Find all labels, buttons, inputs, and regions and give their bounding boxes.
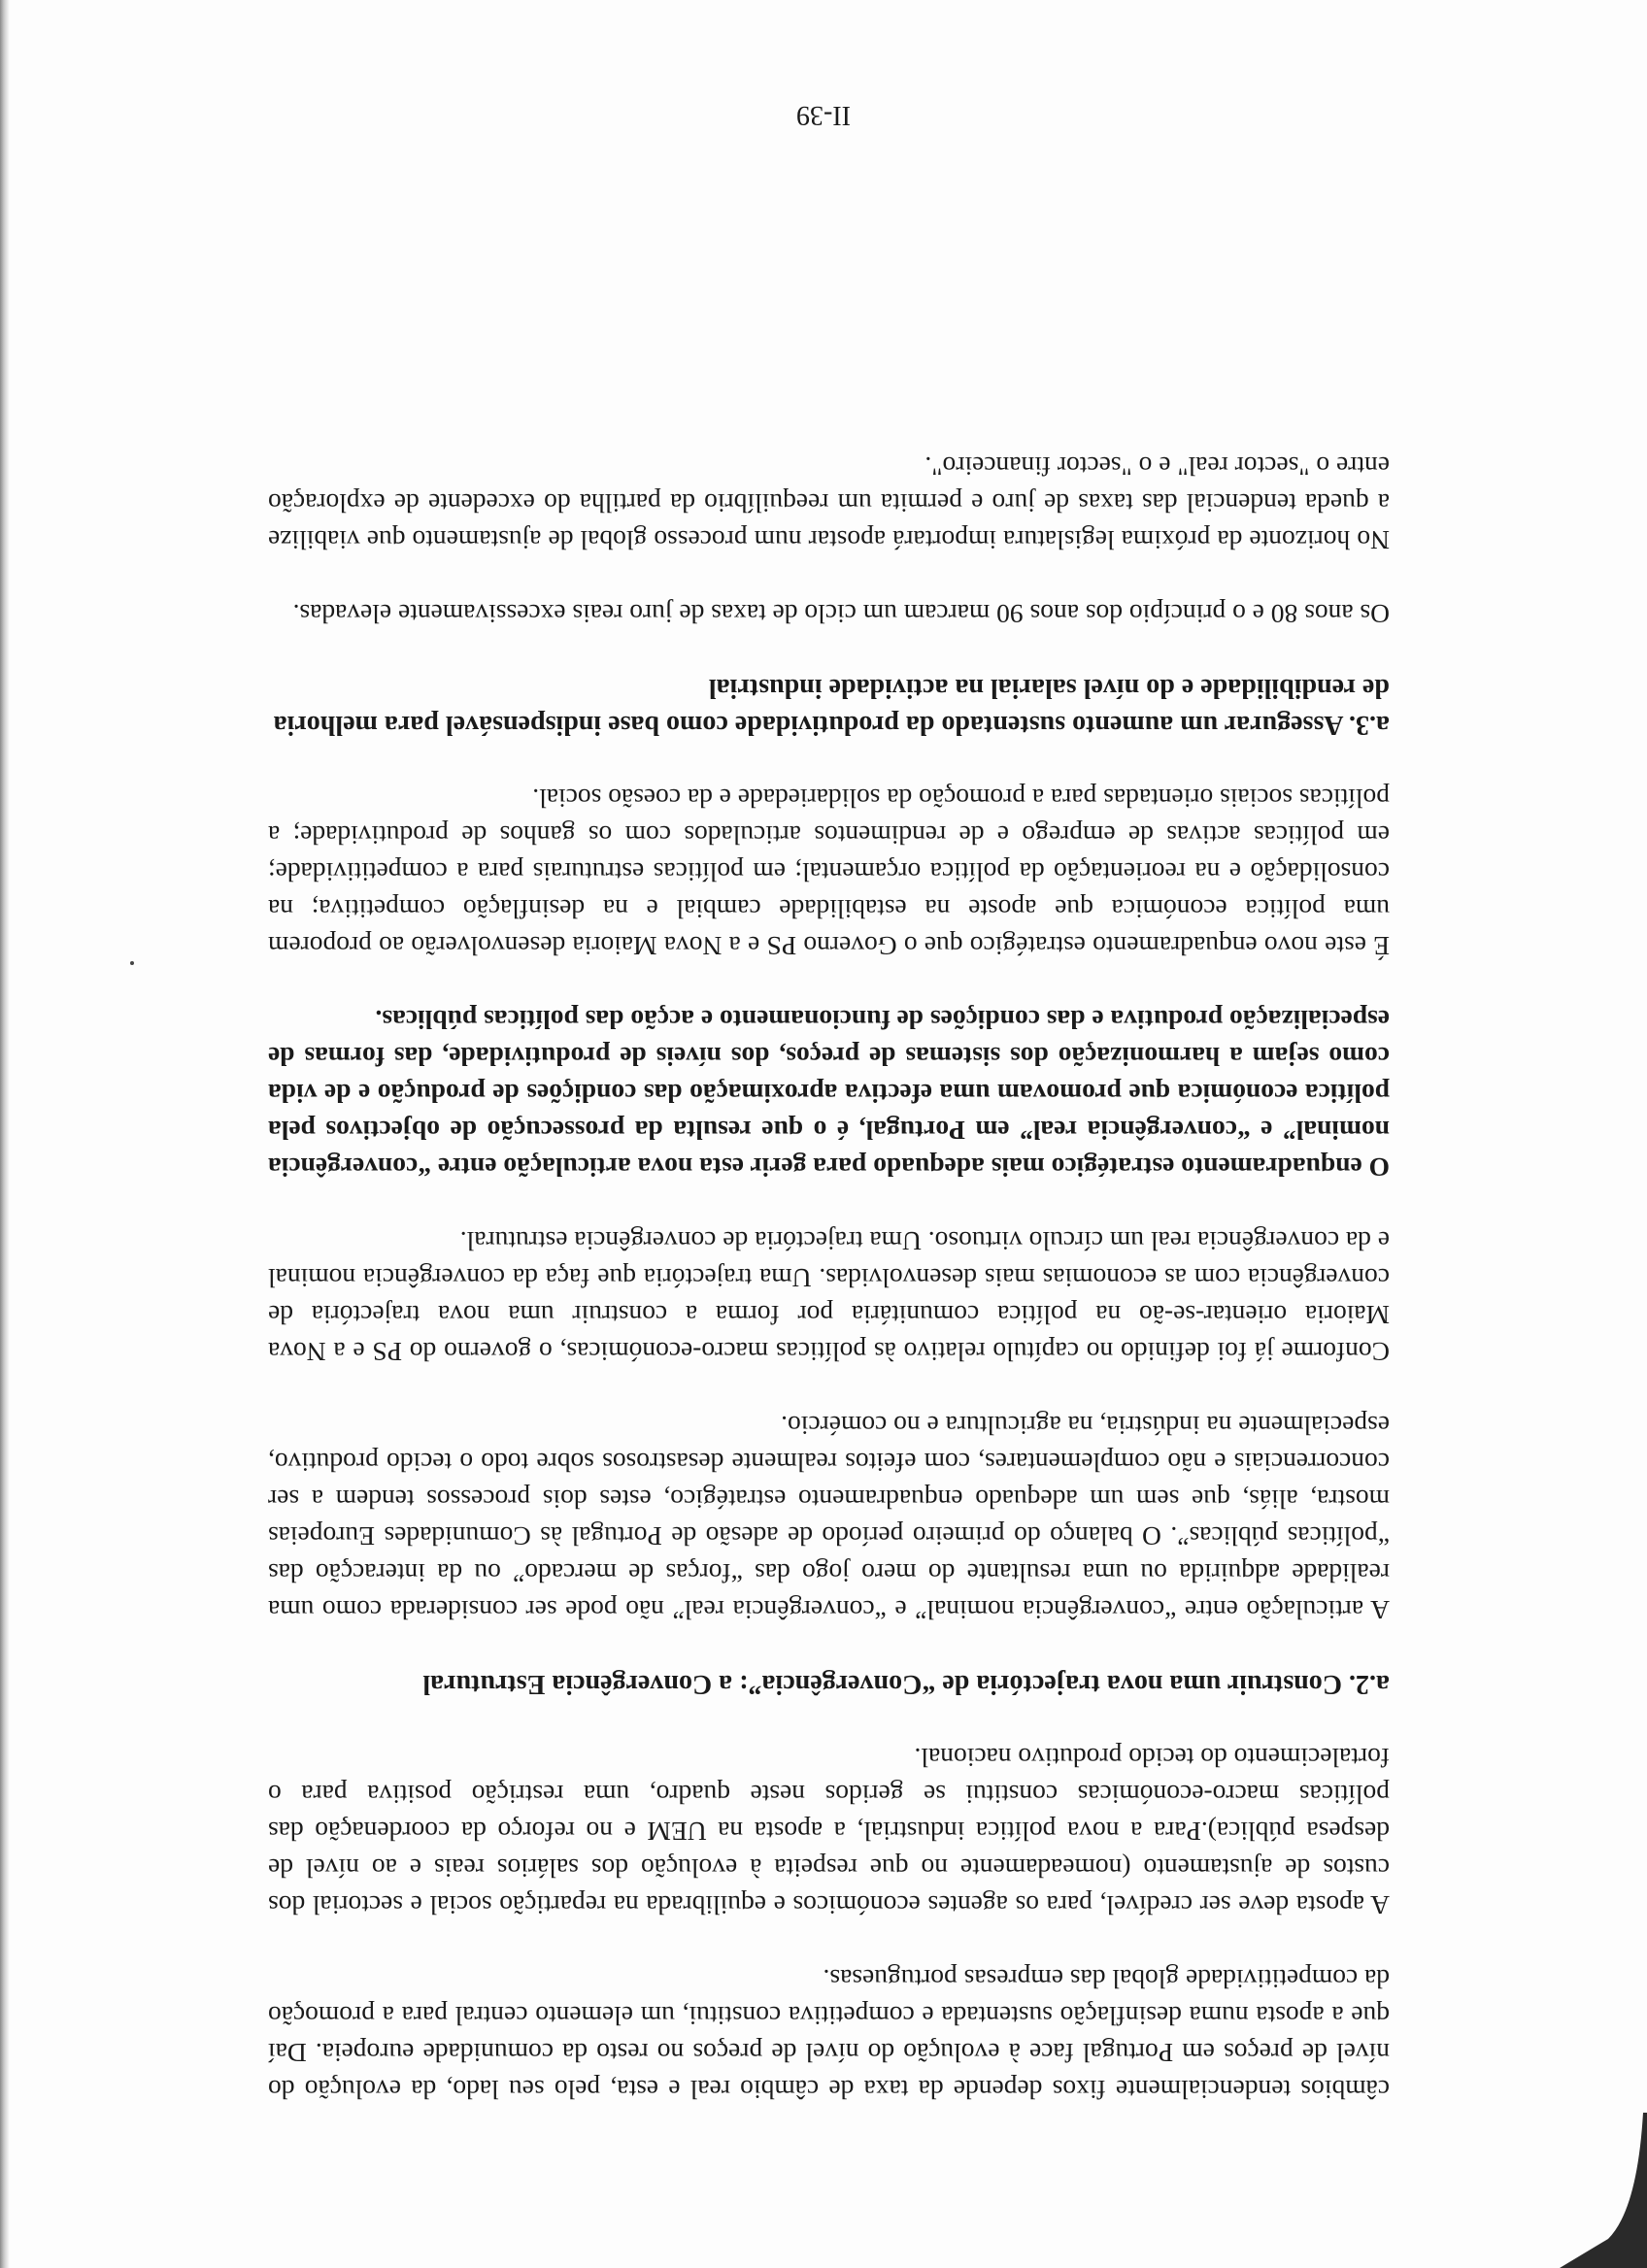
paragraph-conforme: Conforme já foi definido no capítulo relativo às políticas macro-económicas, o governo do PS e a Nova Maioria orientar-se-ão na política comunitária por forma a construir uma nova trajectória de convergência com as economias mais desenvolvidas. Uma trajectória que faça da convergência nominal e da convergência real um círculo virtuoso. Uma trajectória de convergência estrutural. [268,1226,1390,1367]
page-body [268,411,1390,2108]
section-heading-a2: a.2. Construir uma nova trajectória de “Convergência”: a Convergência Estrutural [422,1669,1390,1699]
paragraph-articulacao: A articulação entre “convergência nominal” e “convergência real” não pode ser considerada como uma realidade adquirida ou uma resultante do mero jogo das “forças de mercado” ou da interacção das “políticas públicas”. O balanço do primeiro período de adesão de Portugal às Comunidades Europeias mostra, aliás, que sem um adequado enquadramento estratégico, estes dois processos tendem a ser concorrenciais e não complementares, com efeitos realmente desastrosos sobre todo o tecido produtivo, especialmente na indústria, na agricultura e no comércio. [268,1411,1390,1625]
paragraph-anos-80: Os anos 80 e o princípio dos anos 90 marcam um ciclo de taxas de juro reais excessivamente elevadas. [292,599,1390,629]
paragraph-horizonte: No horizonte da próxima legislatura importará apostar num processo global de ajustamento que viabilize a queda tendencial das taxas de juro e permita um reequilíbrio da partilha do excedente de exploração entre o "sector real" e o "sector financeiro". [268,451,1390,555]
paragraph-aposta: A aposta deve ser credível, para os agentes económicos e equilibrada na repartição social e sectorial dos custos de ajustamento (nomeadamente no que respeita à evolução dos salários reais e ao nível de despesa pública).Para a nova política industrial, a aposta na UEM e no reforço da coordenação das políticas macro-económicas constitui se geridos neste quadro, uma restrição positiva para o fortalecimento do tecido produtivo nacional. [268,1743,1390,1920]
scan-speck [130,961,134,965]
scan-edge-shadow [0,0,10,2268]
paragraph-enquadramento-bold: O enquadramento estratégico mais adequado para gerir esta nova articulação entre “convergência nominal” e “convergência real” em Portugal, é o que resulta da prossecução de objectivos pela política económica que promovam uma efectiva aproximação das condições de produção e de vida como sejam a harmonização dos sistemas de preços, dos níveis de produtividade, das formas de especialização produtiva e das condições de funcionamento e acção das políticas públicas. [268,1005,1390,1183]
paragraph-cambios: câmbios tendencialmente fixos depende da taxa de câmbio real e esta, pelo seu lado, da evolução do nível de preços em Portugal face à evolução do nível de preços no resto da comunidade europeia. Daí que a aposta numa desinflação sustentada e competitiva constitui, um elemento central para a promoção da competitividade global das empresas portuguesas. [268,1964,1390,2105]
paragraph-e-este-novo: É este novo enquadramento estratégico que o Governo PS e a Nova Maioria desenvolverão ao proporem uma política económica que aposte na estabilidade cambial e na desinflação competitiva; na consolidação e na reorientação da política orçamental; em políticas estruturais para a competitividade; em políticas activas de emprego e de rendimentos articulados com os ganhos de produtividade; a políticas sociais orientadas para a promoção da solidariedade e da coesão social. [268,784,1390,961]
page-number: II-39 [796,100,851,130]
section-heading-a3: a.3. Assegurar um aumento sustentado da produtividade como base indispensável para melhoria de rendibilidade e do nível salarial na actividade industrial [273,673,1390,740]
page-curl-artifact [1560,2113,1647,2268]
